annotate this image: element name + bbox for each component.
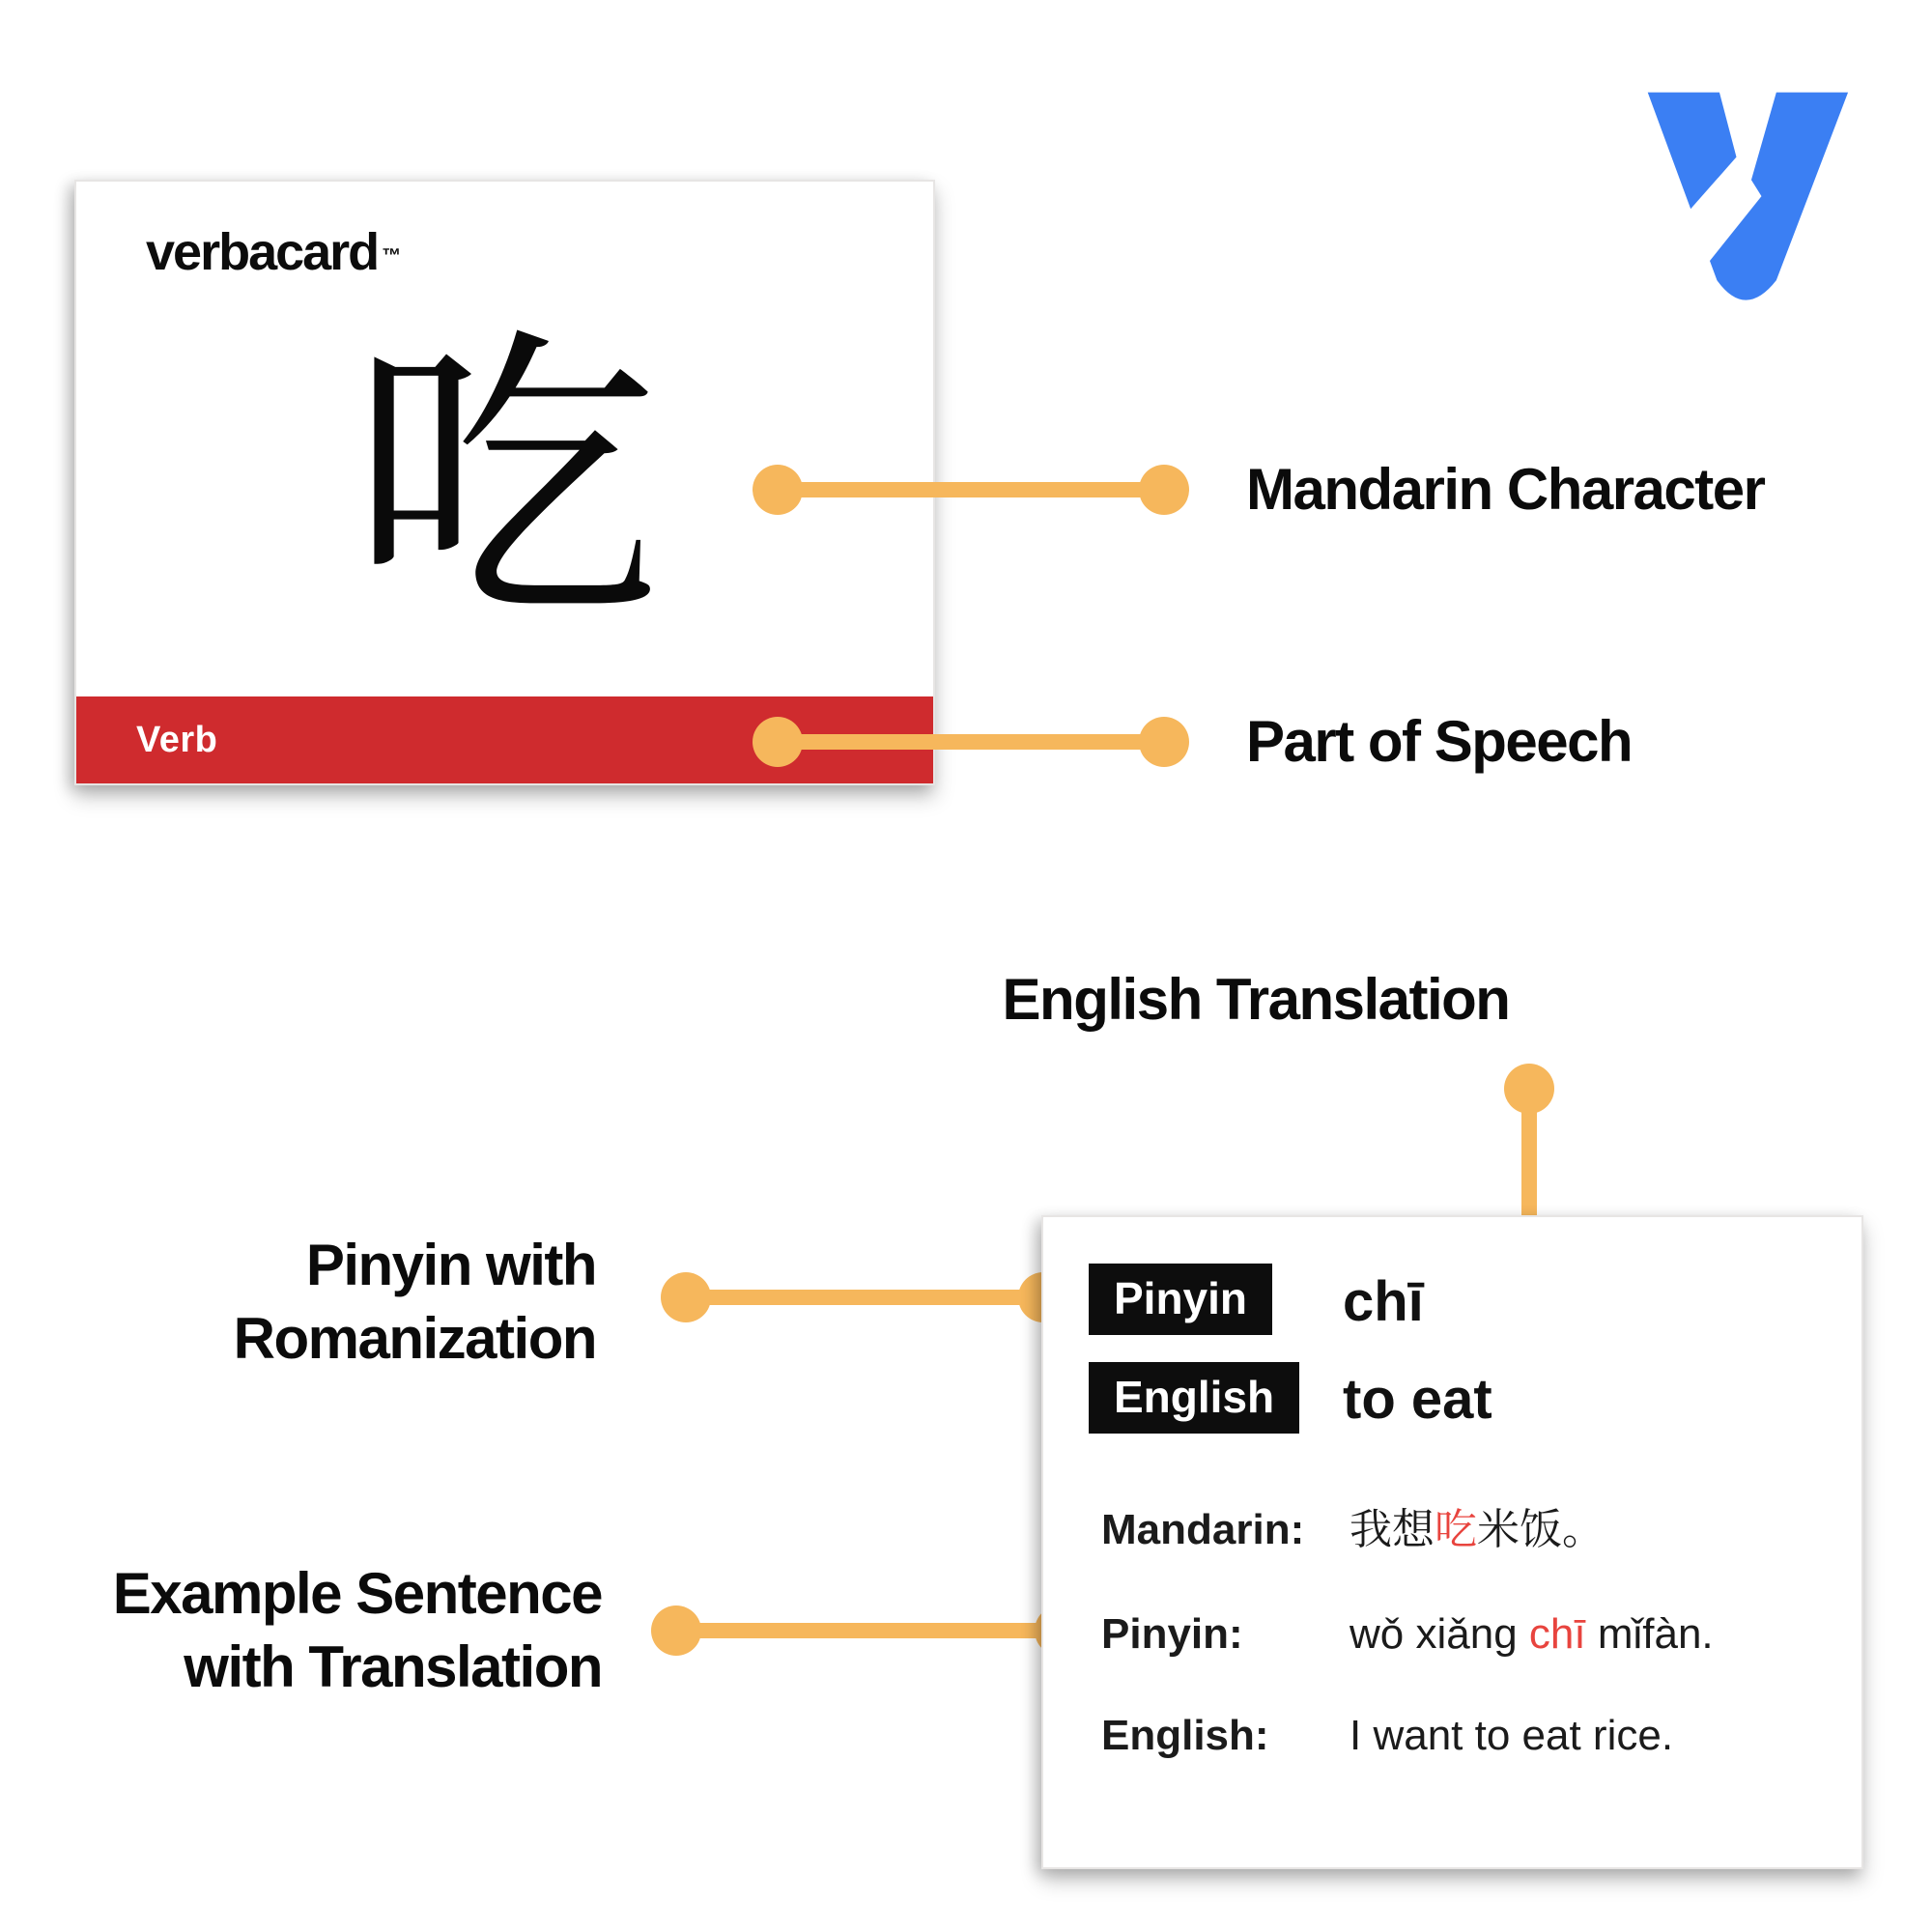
row-label-english: English: (1101, 1712, 1269, 1759)
example-row-pinyin (1101, 1609, 1835, 1660)
connector-dot-at-label-pos (1139, 717, 1189, 767)
connector-line-part-of-speech (778, 734, 1164, 750)
connector-dot-below-label-english (1504, 1064, 1554, 1114)
pinyin-value: chī (1343, 1270, 1424, 1333)
connector-dot-on-pos-bar (753, 717, 803, 767)
callout-pinyin-romanization (234, 1229, 596, 1376)
row-pinyin-highlight: chī (1528, 1610, 1586, 1658)
connector-line-example (676, 1623, 1060, 1638)
trademark-symbol: ™ (382, 245, 402, 267)
connector-line-mandarin-character (778, 482, 1164, 497)
example-row-mandarin (1101, 1505, 1835, 1555)
row-english-pre: I want to eat rice. (1350, 1712, 1674, 1759)
row-mandarin-post: 米饭。 (1477, 1506, 1605, 1553)
callout-english-translation: English Translation (1002, 967, 1510, 1032)
row-pinyin-pre: wǒ xiǎng (1350, 1610, 1529, 1658)
connector-dot-at-label-pinyin (661, 1272, 711, 1322)
example-row-english (1101, 1711, 1835, 1761)
verbacard-wordmark (76, 182, 933, 281)
english-value: to eat (1343, 1368, 1492, 1431)
connector-line-pinyin (686, 1290, 1043, 1305)
callout-example-line1: Example Sentence (112, 1561, 602, 1626)
row-mandarin-pre: 我想 (1350, 1506, 1435, 1553)
flashcard-back (1041, 1215, 1863, 1869)
callout-part-of-speech: Part of Speech (1246, 709, 1633, 774)
callout-pinyin-line1: Pinyin with (305, 1233, 596, 1297)
callout-example-line2: with Translation (184, 1634, 602, 1699)
callout-example-sentence (113, 1557, 602, 1704)
mandarin-character-glyph: 吃 (350, 302, 660, 663)
part-of-speech-value: Verb (136, 719, 218, 760)
row-label-mandarin: Mandarin: (1101, 1506, 1305, 1553)
callout-pinyin-line2: Romanization (233, 1306, 596, 1371)
connector-dot-on-character (753, 465, 803, 515)
callout-mandarin-character: Mandarin Character (1246, 457, 1765, 522)
row-pinyin-post: mǐfàn. (1585, 1610, 1714, 1658)
connector-dot-at-label-mandarin (1139, 465, 1189, 515)
pinyin-tag: Pinyin (1089, 1264, 1272, 1335)
wordmark-text: verbacard (146, 223, 379, 281)
english-tag: English (1089, 1362, 1299, 1434)
connector-dot-at-label-example (651, 1605, 701, 1656)
row-mandarin-highlight: 吃 (1435, 1506, 1477, 1553)
row-label-pinyin: Pinyin: (1101, 1610, 1243, 1658)
verbacard-v-logo (1615, 68, 1868, 315)
